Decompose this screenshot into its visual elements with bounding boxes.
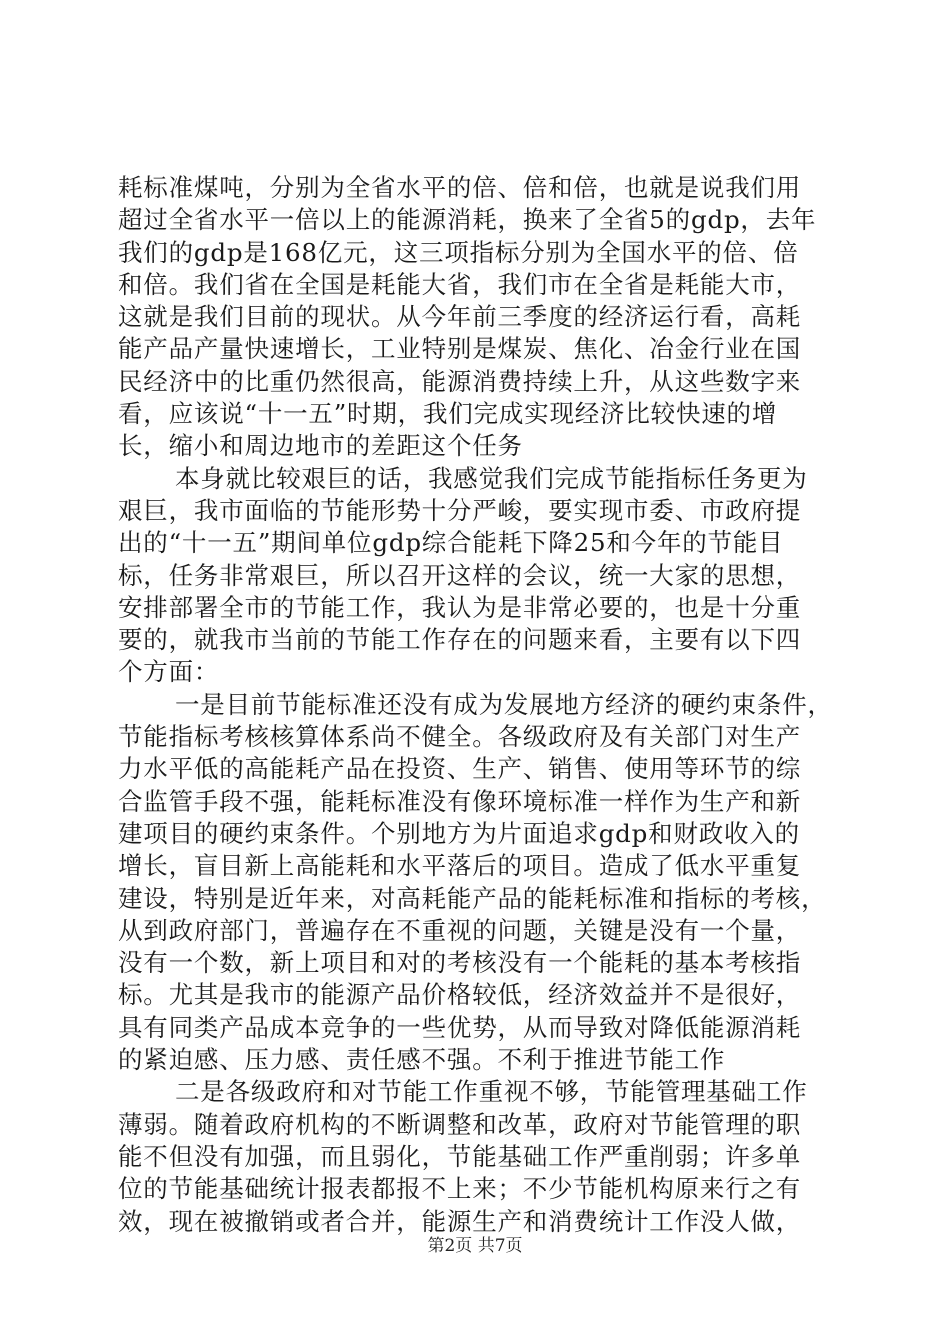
text-line: 能产品产量快速增长，工业特别是煤炭、焦化、冶金行业在国 <box>118 334 802 364</box>
text-line: 要的，就我市当前的节能工作存在的问题来看，主要有以下四 <box>118 625 802 655</box>
paragraph <box>118 689 836 1077</box>
text-line: 这就是我们目前的现状。从今年前三季度的经济运行看，高耗 <box>118 302 802 332</box>
text-line: 的紧迫感、压力感、责任感不强。不利于推进节能工作 <box>118 1045 726 1075</box>
text-line: 一是目前节能标准还没有成为发展地方经济的硬约束条件， <box>175 689 833 719</box>
paragraph <box>118 463 836 689</box>
text-line: 节能指标考核核算体系尚不健全。各级政府及有关部门对生产 <box>118 722 802 752</box>
paragraph <box>118 172 836 463</box>
text-line: 耗标准煤吨，分别为全省水平的倍、倍和倍，也就是说我们用 <box>118 173 802 202</box>
text-line: 出的“十一五”期间单位gdp综合能耗下降25和今年的节能目 <box>118 528 784 558</box>
document-body <box>118 172 836 1238</box>
paragraph <box>118 1076 836 1237</box>
text-line: 增长，盲目新上高能耗和水平落后的项目。造成了低水平重复 <box>118 851 802 881</box>
text-line: 艰巨，我市面临的节能形势十分严峻，要实现市委、市政府提 <box>118 495 802 525</box>
text-line: 标。尤其是我市的能源产品价格较低，经济效益并不是很好， <box>118 980 802 1010</box>
text-line: 看，应该说“十一五”时期，我们完成实现经济比较快速的增 <box>118 399 778 429</box>
text-line: 民经济中的比重仍然很高，能源消费持续上升，从这些数字来 <box>118 366 802 396</box>
text-line: 没有一个数，新上项目和对的考核没有一个能耗的基本考核指 <box>118 948 802 978</box>
text-line: 建设，特别是近年来，对高耗能产品的能耗标准和指标的考核， <box>118 883 827 913</box>
text-line: 力水平低的高能耗产品在投资、生产、销售、使用等环节的综 <box>118 754 802 784</box>
text-line: 安排部署全市的节能工作，我认为是非常必要的，也是十分重 <box>118 592 802 622</box>
text-line: 薄弱。随着政府机构的不断调整和改革，政府对节能管理的职 <box>118 1109 802 1139</box>
text-line: 从到政府部门，普遍存在不重视的问题，关键是没有一个量， <box>118 915 802 945</box>
text-line: 位的节能基础统计报表都报不上来；不少节能机构原来行之有 <box>118 1174 802 1204</box>
text-line: 个方面： <box>118 657 220 687</box>
text-line: 长，缩小和周边地市的差距这个任务 <box>118 431 523 461</box>
text-line: 我们的gdp是168亿元，这三项指标分别为全国水平的倍、倍 <box>118 237 799 267</box>
text-line: 二是各级政府和对节能工作重视不够，节能管理基础工作 <box>175 1077 808 1107</box>
page-footer: 第2页 共7页 <box>427 1236 523 1256</box>
text-line: 能不但没有加强，而且弱化，节能基础工作严重削弱；许多单 <box>118 1141 802 1171</box>
text-line: 效，现在被撤销或者合并，能源生产和消费统计工作没人做， <box>118 1206 802 1236</box>
text-line: 本身就比较艰巨的话，我感觉我们完成节能指标任务更为 <box>175 463 808 493</box>
text-line: 具有同类产品成本竞争的一些优势，从而导致对降低能源消耗 <box>118 1012 802 1042</box>
text-line: 建项目的硬约束条件。个别地方为片面追求gdp和财政收入的 <box>118 818 800 848</box>
text-line: 标，任务非常艰巨，所以召开这样的会议，统一大家的思想， <box>118 560 802 590</box>
text-line: 合监管手段不强，能耗标准没有像环境标准一样作为生产和新 <box>118 786 802 816</box>
text-line: 超过全省水平一倍以上的能源消耗，换来了全省5的gdp，去年 <box>118 205 817 235</box>
text-line: 和倍。我们省在全国是耗能大省，我们市在全省是耗能大市， <box>118 269 802 299</box>
